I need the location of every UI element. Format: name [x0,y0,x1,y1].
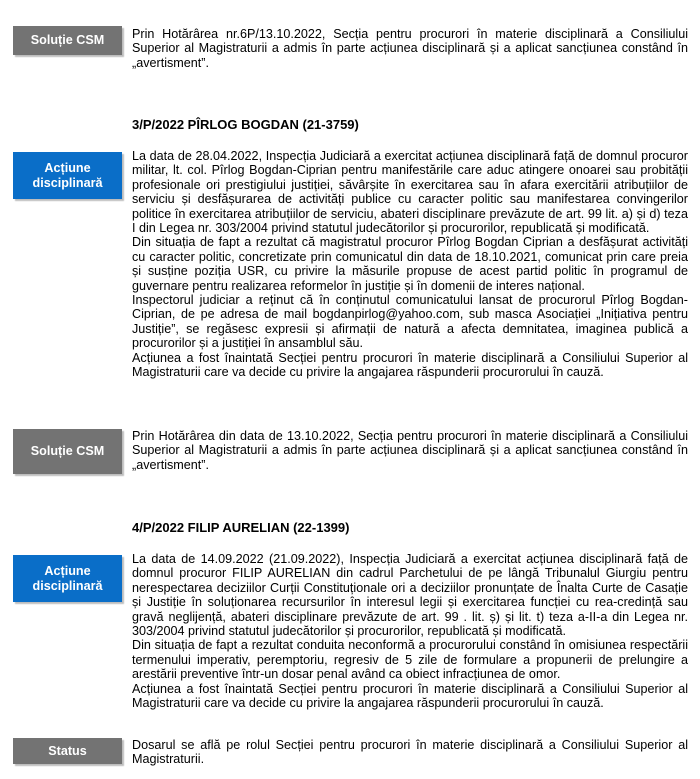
status-label: Status [13,738,122,764]
case-heading: 4/P/2022 FILIP AURELIAN (22-1399) [132,520,350,535]
solutie-csm-text: Prin Hotărârea din data de 13.10.2022, Secția pentru procurori în materie disciplinară a Consiliului Superior al Magistraturii a admis în parte acțiunea disciplinară și a aplicat sancțiunea constând în „avertisment”. [132,429,688,472]
actiune-disciplinara-label: Acțiune disciplinară [13,152,122,199]
actiune-disciplinara-text [132,552,688,710]
paragraph: Acțiunea a fost înaintată Secției pentru procurori în materie disciplinară a Consiliului Superior al Magistraturii care va decide cu privire la angajarea răspunderii procurorului în cauză. [132,681,688,711]
paragraph: Inspectorul judiciar a reținut că în conținutul comunicatului lansat de procurorul Pîrlog Bogdan-Ciprian, de pe adresa de mail bogdanpirlog@yahoo.com, sub masca Asociației „Inițiativa pentru Justiție”, se regăsesc expresii și afirmații de natură a afecta demnitatea, imaginea publică a procurorilor și a justiției în ansamblul său. [132,293,688,351]
solutie-csm-text: Prin Hotărârea nr.6P/13.10.2022, Secția pentru procurori în materie disciplinară a Consiliului Superior al Magistraturii a admis în parte acțiunea disciplinară și a aplicat sancțiunea constând în „avertisment”. [132,27,688,70]
status-text: Dosarul se află pe rolul Secției pentru procurori în materie disciplinară a Consiliului Superior al Magistraturii. [132,738,688,767]
paragraph: La data de 14.09.2022 (21.09.2022), Inspecția Judiciară a exercitat acțiunea disciplinară față de domnul procuror FILIP AURELIAN din cadrul Parchetului de pe lângă Tribunalul Giurgiu pentru nerespectarea deciziilor Curții Constituționale ori a deciziilor pronunțate de Înalta Curte de Casație și Justiție în soluționarea recursurilor în interesul legii și exercitarea funcției cu rea-credință sau gravă neglijență, abateri disciplinare prevăzute de art. 99 . lit. ș) și lit. t) teza a-II-a din Legea nr. 303/2004 privind statutul judecătorilor și procurorilor, republicată și modificată. [132,552,688,639]
actiune-disciplinara-text [132,149,688,380]
paragraph: La data de 28.04.2022, Inspecția Judiciară a exercitat acțiunea disciplinară față de domnul procuror militar, lt. col. Pîrlog Bogdan-Ciprian pentru manifestările care aduc atingere onoarei sau probității profesionale ori prestigiului justiției, săvârșite în exercitarea sau în afara exercitării atribuțiilor de serviciu și desfășurarea de activități publice cu caracter politic sau manifestarea convingerilor politice în exercitarea atribuțiilor de serviciu, abateri disciplinare prevăzute de art. 99 lit. a) și d) teza I din Legea nr. 303/2004 privind statutul judecătorilor și procurorilor, republicată și modificată. [132,149,688,236]
paragraph: Din situația de fapt a rezultat conduita neconformă a procurorului constând în omisiunea respectării termenului imperativ, peremptoriu, regresiv de 5 zile de formulare a propunerii de prelungire a arestării preventive într-un dosar penal având ca obiect infracțiunea de omor. [132,638,688,682]
solutie-csm-label: Soluție CSM [13,429,122,474]
actiune-disciplinara-label: Acțiune disciplinară [13,555,122,602]
case-heading: 3/P/2022 PÎRLOG BOGDAN (21-3759) [132,117,359,132]
paragraph: Acțiunea a fost înaintată Secției pentru procurori în materie disciplinară a Consiliului Superior al Magistraturii care va decide cu privire la angajarea răspunderii procurorului în cauză. [132,350,688,380]
solutie-csm-label: Soluție CSM [13,26,122,55]
paragraph: Din situația de fapt a rezultat că magistratul procuror Pîrlog Bogdan Ciprian a desfășurat activități cu caracter politic, concretizate prin comunicatul din data de 18.10.2021, comunicat prin care preia și susține poziția USR, cu privire la măsurile propuse de acest partid politic în programul de guvernare pentru realizarea reformelor în justiție și în domenii de interes național. [132,235,688,293]
